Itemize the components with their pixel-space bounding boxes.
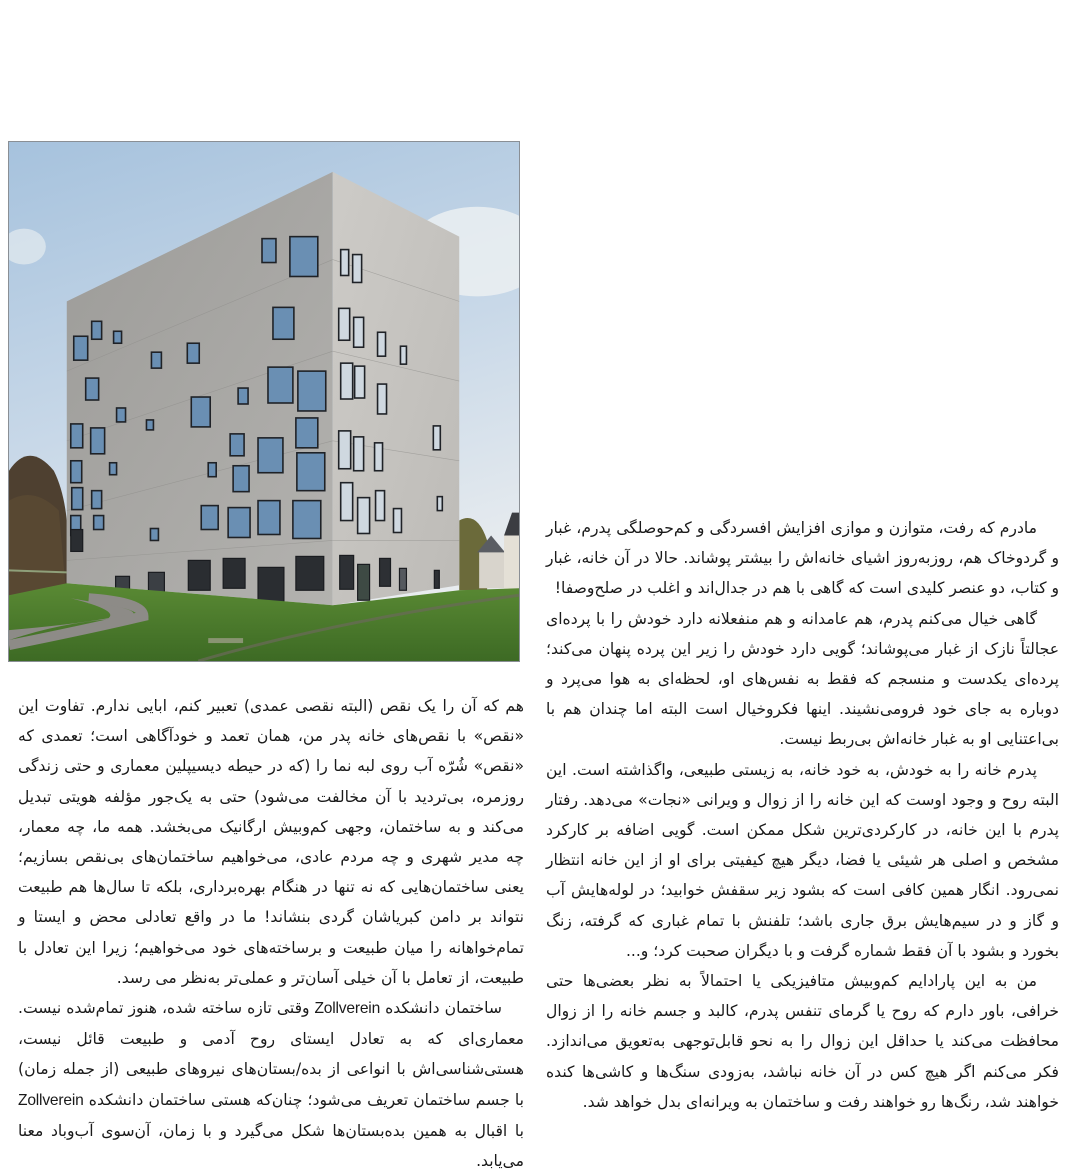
text-run: ساختمان دانشکده (380, 999, 502, 1018)
text-run: وقتی تازه ساخته شده، هنوز تمام‌شده نیست. معماری‌ای که به تعادل ایستای روح آدمی و طبیعت قائل نیست، هستی‌شناسی‌اش با انواعی از بده‌/بستان‌های نیروهای طبیعی (از جمله زمان) با جسم ساختمان تعریف می‌شود؛ چنان‌که هستی ساختمان دانشکده (18, 999, 524, 1109)
paragraph: پدرم خانه را به خودش، به خود خانه، به زیستی طبیعی، واگذاشته است. این البته روح و وجود اوست که این خانه را از زوال و ویرانی «نجات» می‌دهد. رفتار پدرم با این خانه، در کارکردی‌ترین شکل ممکن است. گویی اضافه بر کارکرد مشخص و اصلی هر شیئی یا فضا، دیگر هیچ کیفیتی برای او از این خانه انتظار نمی‌رود. انگار همین کافی است که بشود زیر سقفش خوابید؛ در لوله‌هایش آب و گاز و در سیم‌هایش برق جاری باشد؛ تلفنش با تمام غباری که گرفته، زنگ بخورد و بشود با آن فقط شماره گرفت و با دیگران صحبت کرد؛ و... (546, 760, 1059, 960)
building-photo (8, 141, 520, 662)
left-text-column (18, 691, 524, 1176)
text-run: با اقبال به همین بده‌بستان‌ها شکل می‌گیرد و با زمان، آن‌سوی آب‌وباد معنا می‌یابد. (18, 1121, 524, 1171)
paragraph: مادرم که رفت، متوازن و موازی افزایش افسردگی و کم‌حوصلگی پدرم، غبار و گردوخاک هم، روزبه‌روز اشیای خانه‌اش را بیشتر پوشاند. حالا در آن خانه، غبار و کتاب، دو عنصر کلیدی است که گاهی با هم در جدال‌اند و اغلب در صلح‌وصفا! (546, 519, 1059, 598)
latin-term: Zollverein (18, 1091, 84, 1109)
latin-term: Zollverein (314, 1000, 381, 1018)
zollverein-building-image (9, 142, 519, 661)
paragraph-continued: هم که آن را یک نقص (البته نقصی عمدی) تعبیر کنم، ابایی ندارم. تفاوت این «نقص» با نقص‌های خانه پدر من، همان تعمد و خودآگاهی است؛ تعمدی که «نقص» شُرّه آب روی لبه نما را (که در حیطه دیسیپلین معماری و حتی زندگی روزمره، بی‌تردید با آن مخالفت می‌شود) حتی به یک‌جور مؤلفه هویتی تبدیل می‌کند و به ساختمان، وجهی کم‌وبیش ارگانیک می‌بخشد. همه ما، چه معمار، چه مدیر شهری و چه مردم عادی، می‌خواهیم ساختمان‌های بی‌نقص بسازیم؛ یعنی ساختمان‌هایی که نه تنها در هنگام بهره‌برداری، بلکه تا سال‌ها هم طبیعت نتواند بر دامن کبریاشان گردی بنشاند! ما در واقع تعادلی محض و ایستا و تمام‌خواهانه را میان طبیعت و برساخته‌های خود می‌خواهیم؛ زیرا این تعادل با طبیعت، از تعامل با آن خیلی آسان‌تر و عملی‌تر به‌نظر می رسد. (18, 697, 524, 987)
paragraph (18, 993, 524, 1176)
paragraph: گاهی خیال می‌کنم پدرم، هم عامدانه و هم منفعلانه دارد خودش را با پرده‌ای عجالتاً نازک از غبار می‌پوشاند؛ گویی دارد خودش را زیر این پرده پنهان می‌کند؛ پرده‌ای یکدست و منسجم که فقط به نفس‌های او، لحظه‌ای به هوا می‌پرد و دوباره به جای خود فرومی‌نشیند. اینها فکروخیال است البته اما چندان هم با بی‌اعتنایی او به غبار خانه‌اش بی‌ربط نیست. (546, 609, 1059, 749)
right-text-column (546, 513, 1059, 1117)
paragraph: من به این پارادایم کم‌وبیش متافیزیکی یا احتمالاً به نظر بعضی‌ها حتی خرافی، باور دارم که روح یا گرمای تنفس پدرم، کالبد و جسم خانه را از زوال محافظت می‌کند یا حداقل این زوال را به نحو قابل‌توجهی به‌تعویق می‌اندازد. فکر می‌کنم اگر هیچ کس در آن خانه نباشد، به‌زودی سنگ‌ها و کاشی‌ها کنده خواهند شد، رنگ‌ها رو خواهند رفت و ساختمان به ویرانه‌ای بدل خواهد شد. (546, 972, 1059, 1111)
